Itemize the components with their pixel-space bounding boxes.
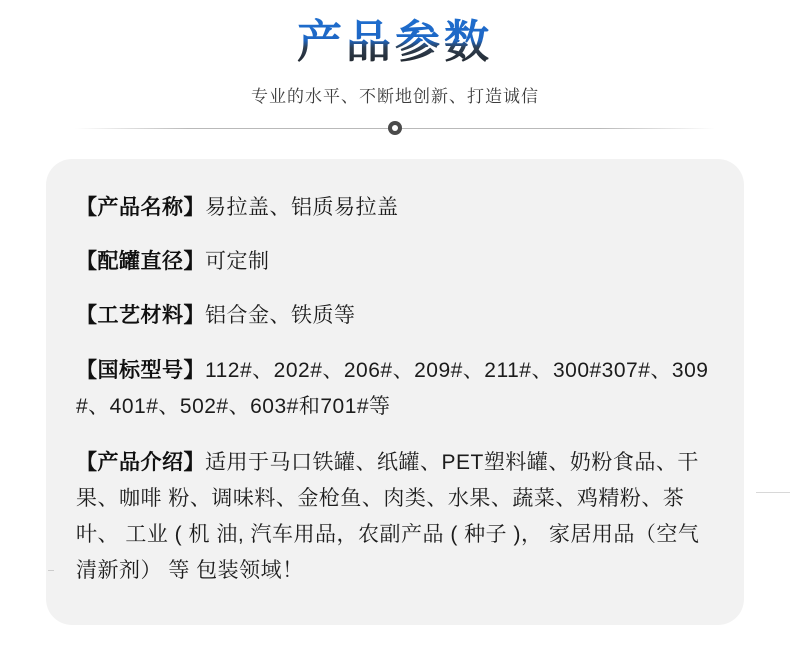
spec-value: 铝合金、铁质等 (205, 304, 356, 328)
spec-row (76, 245, 714, 279)
spec-row (76, 353, 714, 425)
spec-label: 【产品名称】 (76, 196, 205, 220)
spec-value: 112#、202#、206#、209#、211#、300#307#、309#、401#、502#、603#和701#等 (76, 359, 709, 419)
spec-value: 易拉盖、铝质易拉盖 (205, 196, 399, 220)
spec-label: 【产品介绍】 (76, 451, 205, 475)
page-edge-line (756, 492, 790, 493)
spec-label: 【工艺材料】 (76, 304, 205, 328)
page-edge-tick (48, 570, 54, 571)
spec-value: 可定制 (205, 250, 270, 274)
circle-dot-ornament-icon (388, 121, 402, 135)
page-title: 产品参数 (0, 14, 790, 72)
page-header (0, 0, 790, 135)
spec-label: 【国标型号】 (76, 359, 205, 383)
spec-row (76, 299, 714, 333)
spec-value: 适用于马口铁罐、纸罐、PET塑料罐、奶粉食品、干果、咖啡 粉、调味料、金枪鱼、肉类、水果、蔬菜、鸡精粉、茶叶、 工业 ( 机 油, 汽车用品，农副产品 ( 种子 )， 家居用品（空气清新剂） 等 包装领域！ (76, 451, 700, 583)
page-subtitle: 专业的水平、不断地创新、打造诚信 (251, 87, 539, 107)
header-divider (75, 121, 715, 135)
spec-row (76, 191, 714, 225)
spec-row (76, 445, 714, 589)
spec-label: 【配罐直径】 (76, 250, 205, 274)
spec-card (46, 159, 744, 625)
